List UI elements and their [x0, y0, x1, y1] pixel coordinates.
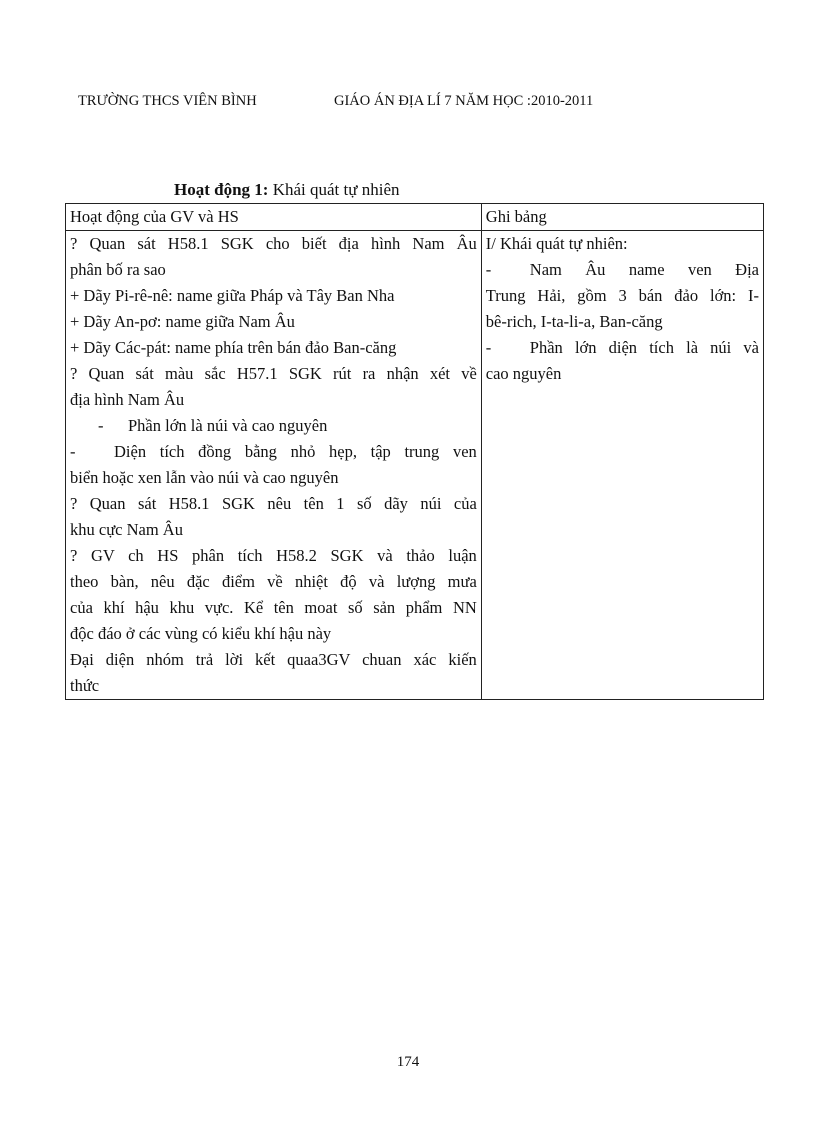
result-line-1: Đại diện nhóm trả lời kết quaa3GV chuan xác kiến [70, 650, 477, 669]
range-alps: + Dãy An-pơ: name giữa Nam Âu [70, 312, 295, 331]
question-4-line-4: độc đáo ở các vùng có kiểu khí hậu này [70, 624, 332, 643]
table-header-row [66, 204, 764, 231]
question-2-line-1: ? Quan sát màu sắc H57.1 SGK rút ra nhận xét về [70, 364, 477, 383]
note-2-line-2: cao nguyên [485, 364, 562, 383]
dash-mark: - [485, 338, 492, 357]
notes-title: I/ Khái quát tự nhiên: [485, 234, 628, 253]
lesson-table [65, 203, 764, 700]
page-number: 174 [396, 1054, 420, 1070]
answer-1-text: Phần lớn là núi và cao nguyên [128, 416, 328, 435]
question-3-line-2: khu cực Nam Âu [70, 520, 183, 539]
dash-mark: - [70, 442, 76, 461]
table-row [66, 231, 764, 700]
note-1-line-2: Trung Hải, gồm 3 bán đảo lớn: I- [485, 286, 759, 305]
dash-mark: - [98, 416, 104, 435]
lesson-plan-title: GIÁO ÁN ĐỊA LÍ 7 NĂM HỌC :2010-2011 [334, 93, 594, 109]
section-title [174, 180, 400, 200]
question-1-line-2: phân bố ra sao [70, 260, 166, 279]
note-dash-2 [486, 335, 759, 361]
dash-mark: - [485, 260, 492, 279]
section-title-text: Khái quát tự nhiên [272, 180, 400, 199]
board-notes-cell [481, 231, 763, 700]
section-title-label: Hoạt động 1: [174, 180, 273, 199]
range-pyrenees: + Dãy Pi-rê-nê: name giữa Pháp và Tây Ban Nha [70, 286, 395, 305]
question-4-line-1: ? GV ch HS phân tích H58.2 SGK và thảo luận [70, 546, 477, 565]
question-3-line-1: ? Quan sát H58.1 SGK nêu tên 1 số dãy núi của [70, 494, 477, 513]
question-4-line-2: theo bàn, nêu đặc điểm về nhiệt độ và lượng mưa [70, 572, 477, 591]
range-carpathians: + Dãy Các-pát: name phía trên bán đảo Ban-căng [70, 338, 397, 357]
question-4-line-3: của khí hậu khu vực. Kể tên moat số sản phẩm NN [70, 598, 477, 617]
answer-dash-2 [70, 439, 477, 465]
header-board-notes: Ghi bảng [481, 204, 763, 231]
header-activities: Hoạt động của GV và HS [66, 204, 482, 231]
note-dash-1 [486, 257, 759, 283]
question-2-line-2: địa hình Nam Âu [70, 390, 185, 409]
answer-2-line-2: biển hoặc xen lẫn vào núi và cao nguyên [70, 468, 339, 487]
question-1-line-1: ? Quan sát H58.1 SGK cho biết địa hình Nam Âu [70, 234, 477, 253]
answer-2-line-1: Diện tích đồng bằng nhỏ hẹp, tập trung ven [114, 442, 477, 461]
result-line-2: thức [70, 676, 100, 695]
note-1-line-3: bê-rich, I-ta-li-a, Ban-căng [485, 312, 663, 331]
note-1-line-1: Nam Âu name ven Địa [529, 260, 759, 279]
answer-dash-1 [70, 413, 477, 439]
school-name: TRƯỜNG THCS VIÊN BÌNH [78, 93, 257, 109]
note-2-line-1: Phần lớn diện tích là núi và [529, 338, 759, 357]
activities-cell [66, 231, 482, 700]
